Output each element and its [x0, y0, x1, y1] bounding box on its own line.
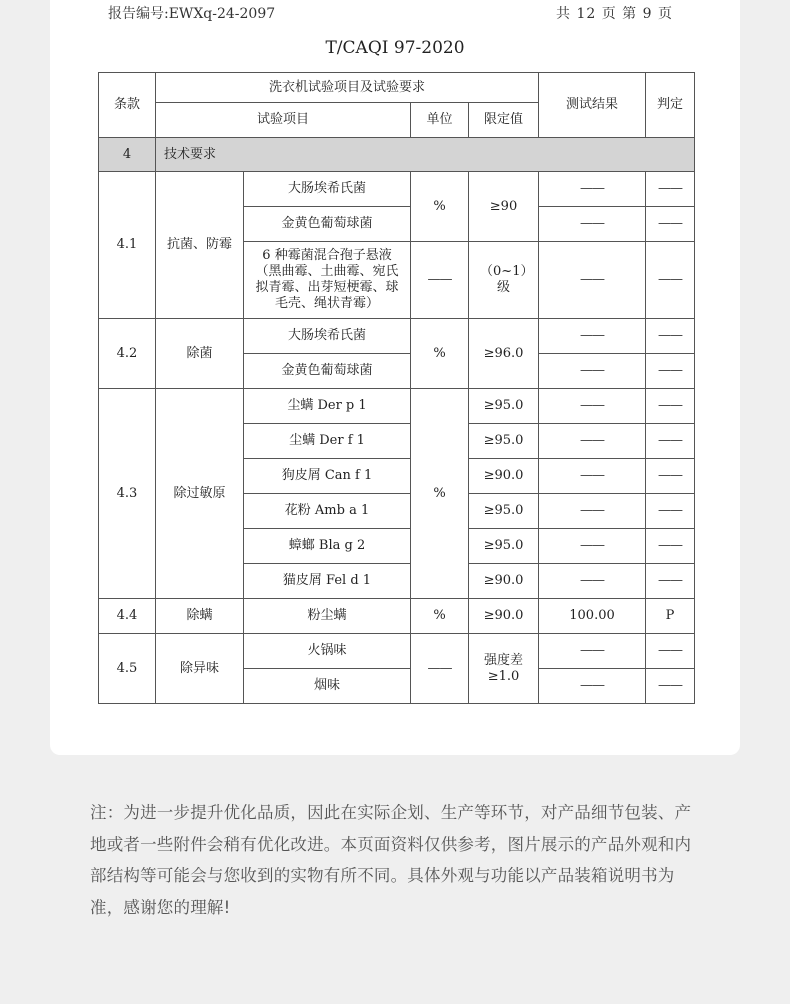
- result-cell: ——: [539, 389, 646, 424]
- verdict-cell: ——: [646, 424, 695, 459]
- header-limit: 限定值: [469, 103, 539, 138]
- section-name: 技术要求: [156, 138, 695, 172]
- page-counter: 共 12 页 第 9 页: [556, 6, 673, 22]
- unit-cell: %: [411, 319, 469, 389]
- result-cell: ——: [539, 494, 646, 529]
- verdict-cell: ——: [646, 354, 695, 389]
- limit-cell: ≥90: [469, 172, 539, 242]
- limit-cell: ≥96.0: [469, 319, 539, 389]
- item-cell: 粉尘螨: [244, 599, 411, 634]
- item-cell: 猫皮屑 Fel d 1: [244, 564, 411, 599]
- header-result: 测试结果: [539, 73, 646, 138]
- table-row: [99, 599, 695, 634]
- verdict-cell: ——: [646, 634, 695, 669]
- category-cell: 除螨: [156, 599, 244, 634]
- verdict-cell: P: [646, 599, 695, 634]
- result-cell: ——: [539, 319, 646, 354]
- result-cell: ——: [539, 424, 646, 459]
- limit-cell: ≥95.0: [469, 529, 539, 564]
- result-cell: ——: [539, 669, 646, 704]
- verdict-cell: ——: [646, 172, 695, 207]
- unit-cell: %: [411, 172, 469, 242]
- limit-cell: （0~1）级: [469, 242, 539, 319]
- clause-cell: 4.5: [99, 634, 156, 704]
- item-cell: 金黄色葡萄球菌: [244, 207, 411, 242]
- unit-cell: %: [411, 599, 469, 634]
- result-cell: ——: [539, 172, 646, 207]
- header-unit: 单位: [411, 103, 469, 138]
- limit-cell: ≥95.0: [469, 494, 539, 529]
- report-number: 报告编号:EWXq-24-2097: [108, 6, 276, 22]
- result-cell: ——: [539, 634, 646, 669]
- result-cell: ——: [539, 242, 646, 319]
- item-cell: 大肠埃希氏菌: [244, 319, 411, 354]
- item-cell: 花粉 Amb a 1: [244, 494, 411, 529]
- limit-cell: ≥90.0: [469, 564, 539, 599]
- verdict-cell: ——: [646, 207, 695, 242]
- clause-cell: 4.4: [99, 599, 156, 634]
- limit-cell: 强度差≥1.0: [469, 634, 539, 704]
- clause-cell: 4.2: [99, 319, 156, 389]
- header-verdict: 判定: [646, 73, 695, 138]
- header-item: 试验项目: [156, 103, 411, 138]
- verdict-cell: ——: [646, 459, 695, 494]
- item-cell: 狗皮屑 Can f 1: [244, 459, 411, 494]
- table-row: [99, 389, 695, 424]
- result-cell: ——: [539, 207, 646, 242]
- item-cell: 烟味: [244, 669, 411, 704]
- verdict-cell: ——: [646, 389, 695, 424]
- item-cell: 大肠埃希氏菌: [244, 172, 411, 207]
- result-cell: ——: [539, 529, 646, 564]
- table-row: [99, 319, 695, 354]
- standard-title: T/CAQI 97-2020: [325, 38, 465, 58]
- item-cell: 6 种霉菌混合孢子悬液（黑曲霉、土曲霉、宛氏拟青霉、出芽短梗霉、球毛壳、绳状青霉）: [244, 242, 411, 319]
- verdict-cell: ——: [646, 669, 695, 704]
- item-cell: 蟑螂 Bla g 2: [244, 529, 411, 564]
- table-header-row: [99, 73, 695, 103]
- verdict-cell: ——: [646, 319, 695, 354]
- verdict-cell: ——: [646, 529, 695, 564]
- test-requirements-table: [98, 72, 695, 704]
- category-cell: 除异味: [156, 634, 244, 704]
- disclaimer-note: 注：为进一步提升优化品质，因此在实际企划、生产等环节，对产品细节包装、产地或者一些附件会稍有优化改进。本页面资料仅供参考，图片展示的产品外观和内部结构等可能会与您收到的实物有所不同。具体外观与功能以产品装箱说明书为准，感谢您的理解!: [90, 803, 692, 917]
- unit-cell: %: [411, 389, 469, 599]
- limit-cell: ≥90.0: [469, 599, 539, 634]
- item-cell: 火锅味: [244, 634, 411, 669]
- verdict-cell: ——: [646, 564, 695, 599]
- limit-cell: ≥95.0: [469, 389, 539, 424]
- result-cell: ——: [539, 354, 646, 389]
- header-group: 洗衣机试验项目及试验要求: [156, 73, 539, 103]
- limit-cell: ≥90.0: [469, 459, 539, 494]
- unit-cell: ——: [411, 634, 469, 704]
- unit-cell: ——: [411, 242, 469, 319]
- table-row: [99, 634, 695, 669]
- clause-cell: 4.3: [99, 389, 156, 599]
- section-row: [99, 138, 695, 172]
- table-row: [99, 172, 695, 207]
- category-cell: 除菌: [156, 319, 244, 389]
- category-cell: 除过敏原: [156, 389, 244, 599]
- result-cell: ——: [539, 564, 646, 599]
- item-cell: 金黄色葡萄球菌: [244, 354, 411, 389]
- category-cell: 抗菌、防霉: [156, 172, 244, 319]
- item-cell: 尘螨 Der p 1: [244, 389, 411, 424]
- clause-cell: 4.1: [99, 172, 156, 319]
- item-cell: 尘螨 Der f 1: [244, 424, 411, 459]
- verdict-cell: ——: [646, 494, 695, 529]
- result-cell: ——: [539, 459, 646, 494]
- section-number: 4: [99, 138, 156, 172]
- result-cell: 100.00: [539, 599, 646, 634]
- header-clause: 条款: [99, 73, 156, 138]
- verdict-cell: ——: [646, 242, 695, 319]
- limit-cell: ≥95.0: [469, 424, 539, 459]
